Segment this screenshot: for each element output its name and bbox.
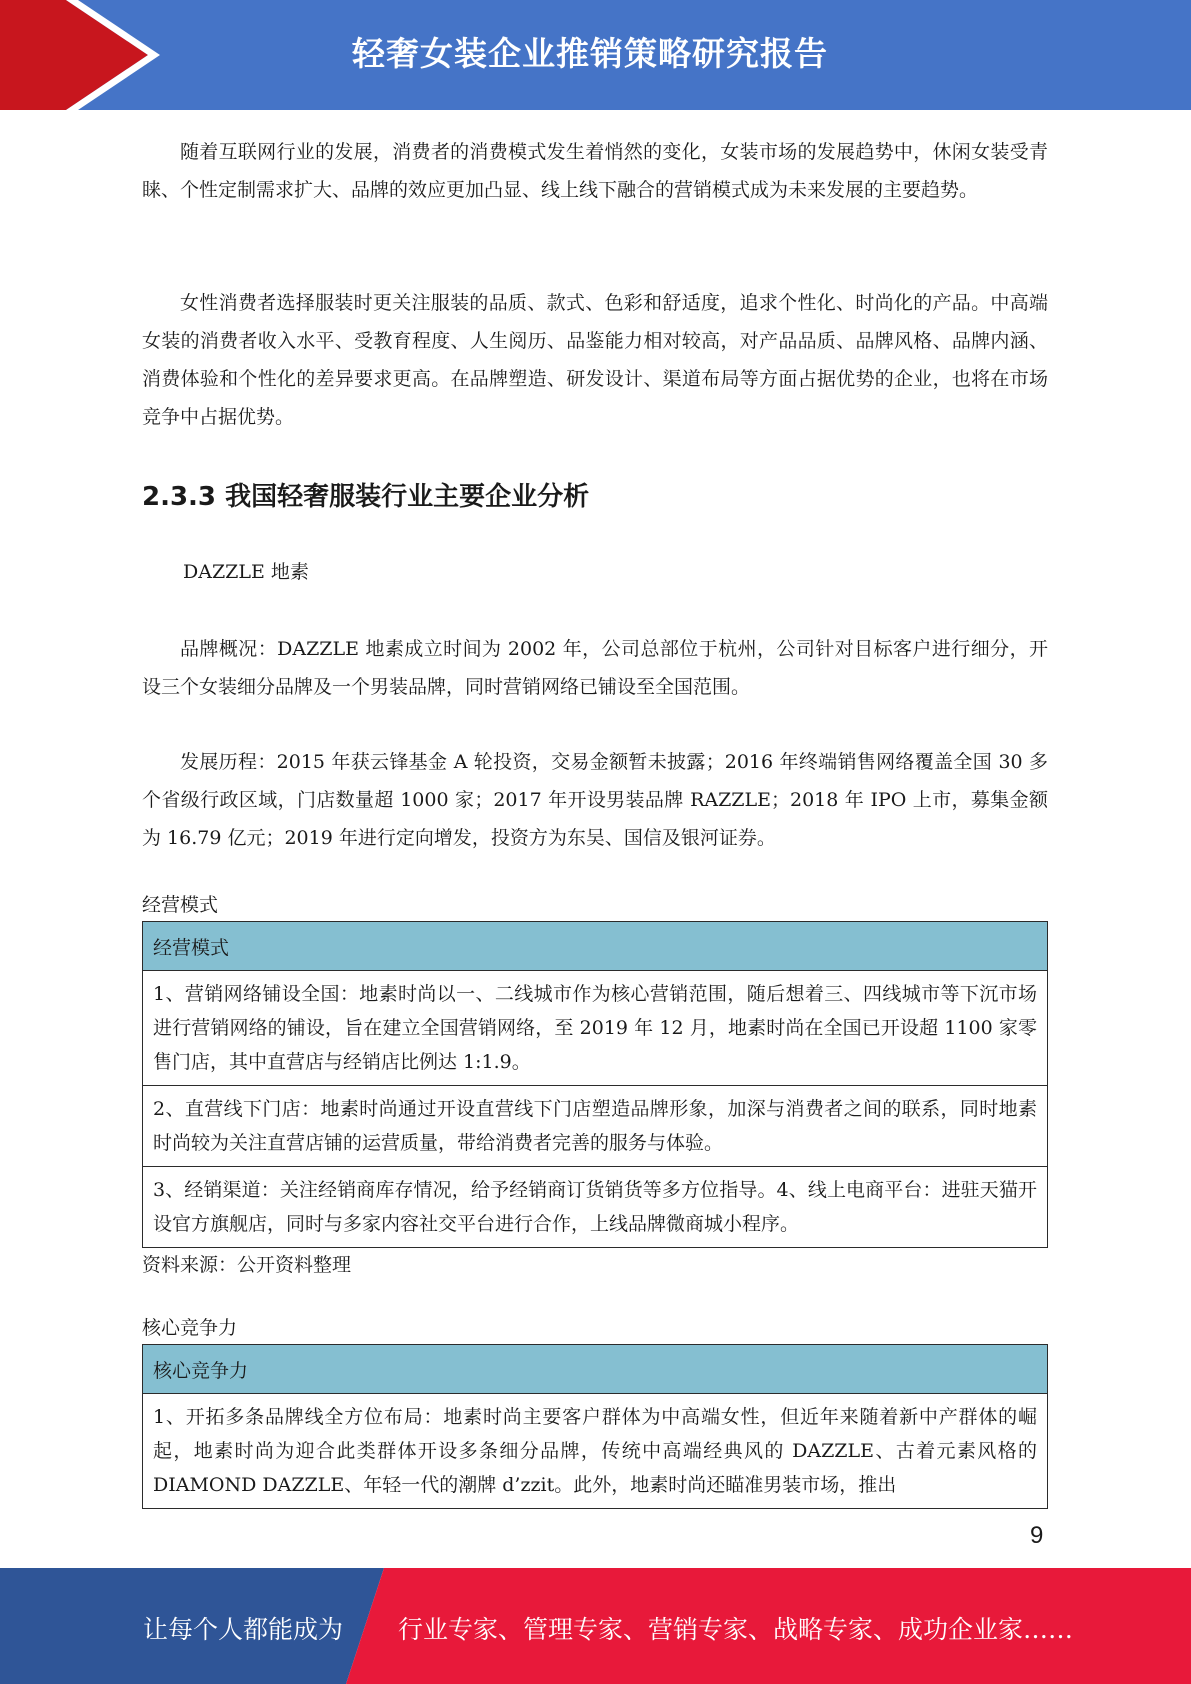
brand-overview-paragraph: 品牌概况：DAZZLE 地素成立时间为 2002 年，公司总部位于杭州，公司针对目标客户进行细分，开设三个女装细分品牌及一个男装品牌，同时营销网络已铺设至全国范围。: [142, 638, 1048, 698]
business-model-table: [142, 921, 1048, 1248]
company-name: DAZZLE 地素: [183, 561, 309, 583]
table-header-row: [143, 922, 1048, 971]
table-header-cell: 经营模式: [143, 922, 1048, 971]
development-history-paragraph: 发展历程：2015 年获云锋基金 A 轮投资，交易金额暂未披露；2016 年终端销售网络覆盖全国 30 多个省级行政区域，门店数量超 1000 家；2017 年开设男装品牌 RAZZLE；2018 年 IPO 上市，募集金额为 16.79 亿元；2019 年进行定向增发，投资方为东吴、国信及银河证券。: [142, 751, 1048, 849]
header-red-chevron: [0, 0, 148, 110]
table-cell: 1、营销网络铺设全国：地素时尚以一、二线城市作为核心营销范围，随后想着三、四线城市等下沉市场进行营销网络的铺设，旨在建立全国营销网络，至 2019 年 12 月，地素时尚在全国已开设超 1100 家零售门店，其中直营店与经销店比例达 1:1.9。: [143, 971, 1048, 1086]
page-number: 9: [1030, 1522, 1044, 1549]
table-cell: 3、经销渠道：关注经销商库存情况，给予经销商订货销货等多方位指导。4、线上电商平台：进驻天猫开设官方旗舰店，同时与多家内容社交平台进行合作，上线品牌微商城小程序。: [143, 1167, 1048, 1248]
page-header: [0, 0, 1191, 110]
table-row: [143, 1086, 1048, 1167]
core-competitiveness-table: [142, 1344, 1048, 1509]
table-cell: 1、开拓多条品牌线全方位布局：地素时尚主要客户群体为中高端女性，但近年来随着新中产群体的崛起，地素时尚为迎合此类群体开设多条细分品牌，传统中高端经典风的 DAZZLE、古着元素风格的 DIAMOND DAZZLE、年轻一代的潮牌 d’zzit。此外，地素时尚还瞄准男装市场，推出: [143, 1394, 1048, 1509]
intro-paragraph-2: 女性消费者选择服装时更关注服装的品质、款式、色彩和舒适度，追求个性化、时尚化的产品。中高端女装的消费者收入水平、受教育程度、人生阅历、品鉴能力相对较高，对产品品质、品牌风格、品牌内涵、消费体验和个性化的差异要求更高。在品牌塑造、研发设计、渠道布局等方面占据优势的企业，也将在市场竞争中占据优势。: [142, 292, 1048, 428]
table-row: [143, 1394, 1048, 1509]
core-competitiveness-caption: 核心竞争力: [142, 1317, 238, 1339]
business-model-caption: 经营模式: [142, 894, 219, 916]
table-row: [143, 971, 1048, 1086]
table-cell: 2、直营线下门店：地素时尚通过开设直营线下门店塑造品牌形象，加深与消费者之间的联系，同时地素时尚较为关注直营店铺的运营质量，带给消费者完善的服务与体验。: [143, 1086, 1048, 1167]
section-heading: 2.3.3 我国轻奢服装行业主要企业分析: [142, 482, 590, 512]
table-source-note: 资料来源：公开资料整理: [142, 1254, 352, 1276]
intro-paragraph-1: 随着互联网行业的发展，消费者的消费模式发生着悄然的变化，女装市场的发展趋势中，休闲女装受青睐、个性定制需求扩大、品牌的效应更加凸显、线上线下融合的营销模式成为未来发展的主要趋势。: [142, 141, 1048, 201]
table-row: [143, 1167, 1048, 1248]
table-header-row: [143, 1345, 1048, 1394]
footer-slogan-right: 行业专家、管理专家、营销专家、战略专家、成功企业家……: [398, 1615, 1074, 1644]
report-title: 轻奢女装企业推销策略研究报告: [352, 34, 828, 73]
footer-slogan-left: 让每个人都能成为: [143, 1615, 344, 1644]
page-footer: [0, 1568, 1191, 1684]
table-header-cell: 核心竞争力: [143, 1345, 1048, 1394]
